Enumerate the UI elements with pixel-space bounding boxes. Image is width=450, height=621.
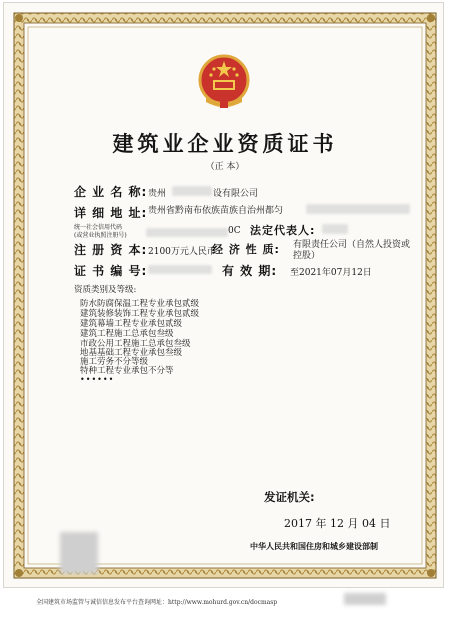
economic-nature-value: 有限责任公司（自然人投资或控股） [293, 240, 411, 261]
qualification-item: 施工劳务不分等级 [80, 357, 149, 367]
qualification-ellipsis: •••••• [80, 375, 115, 384]
redacted-cert-no [148, 265, 212, 274]
cert-no-label: 证 书 编 号: [74, 264, 148, 278]
qualification-item: 建筑幕墙工程专业承包贰级 [80, 319, 183, 329]
address-value: 贵州省黔南布依族苗族自治州都匀 [148, 206, 284, 216]
qualification-item: 防水防腐保温工程专业承包贰级 [80, 299, 200, 309]
company-name-label: 企 业 名 称: [74, 185, 148, 199]
qualification-label: 资质类别及等级: [74, 285, 137, 295]
redacted-credit-code [146, 228, 228, 237]
certificate-title: 建筑业企业资质证书 [112, 132, 338, 156]
redacted-legal-rep [322, 224, 348, 234]
credit-code-suffix: 0C [228, 226, 241, 236]
redacted-footer-code [344, 593, 386, 605]
qualification-item: 建筑工程施工总承包叁级 [80, 329, 174, 339]
company-name-value-right: 设有限公司 [213, 189, 259, 199]
redacted-qr-code [60, 532, 98, 574]
national-emblem [196, 52, 252, 112]
reg-capital-label: 注 册 资 本: [74, 243, 148, 257]
qualification-item: 市政公用工程施工总承包叁级 [80, 339, 191, 349]
company-name-value-left: 贵州 [148, 189, 167, 199]
redacted-company-name [172, 186, 212, 196]
reg-capital-value: 2100万元人民币 [148, 247, 216, 257]
footer-query-url: 全国建筑市场监管与诚信信息发布平台查询网址：http://www.mohurd.gov.cn/docmasp [36, 599, 278, 606]
qualification-item: 特种工程专业承包不分等 [80, 366, 174, 376]
economic-nature-label: 经 济 性 质: [212, 243, 280, 256]
legal-rep-label: 法定代表人: [250, 224, 316, 237]
credit-code-label-line2: (或营业执照注册号) [74, 232, 127, 239]
credit-code-label-line1: 统一社会信用代码 [74, 224, 123, 231]
validity-value: 至2021年07月12日 [290, 268, 372, 278]
issuer-label: 发证机关: [264, 490, 315, 504]
issue-date: 2017 年 12 月 04 日 [284, 517, 391, 530]
qualification-item: 地基基础工程专业承包叁级 [80, 348, 183, 358]
issuer-organization: 中华人民共和国住房和城乡建设部制 [250, 542, 378, 551]
address-label: 详 细 地 址: [74, 206, 148, 220]
validity-label: 有 效 期: [222, 264, 278, 278]
redacted-address [306, 204, 410, 214]
qualification-item: 建筑装修装饰工程专业承包贰级 [80, 309, 200, 319]
certificate-subtitle: （正 本） [205, 162, 245, 172]
